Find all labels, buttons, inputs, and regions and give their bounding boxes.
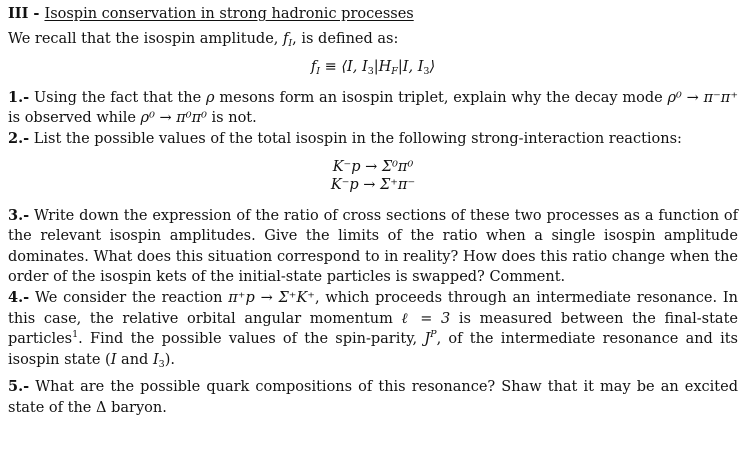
question-4-text-g: ). [164,351,175,368]
question-2-text: List the possible values of the total isospin in the following strong-interaction reactions: [29,130,682,147]
orbital-momentum: ℓ = 3 [401,310,451,327]
decay-mode-observed: ρ⁰ → π⁻π⁺ [667,89,738,106]
delta-symbol: Δ [96,399,107,416]
eq-i3b-sub: 3 [423,66,430,78]
question-1-text-b: mesons form an isospin triplet, explain why the decay mode [214,89,668,106]
question-3-text: Write down the expression of the ratio of cross sections of these two processes as a function of the relevant isospin amplitudes. Give the limits of the ratio when a single isospin amplitude dominates. What does this situation correspond to in reality? How does this ratio change when the order of the isospin kets of the initial-state particles is swapped? Comment. [8,207,738,286]
decay-mode-forbidden: ρ⁰ → π⁰π⁰ [140,110,207,127]
intro-paragraph [8,29,738,50]
isospin-symbol: I [110,351,117,368]
question-1 [8,88,738,129]
question-2-number: 2.- [8,129,30,147]
question-2 [8,129,738,150]
question-4 [8,288,738,370]
reaction-1: K⁻p → Σ⁰π⁰ [332,158,414,175]
question-3-number: 3.- [8,206,30,224]
eq-lhs: f [310,59,317,76]
question-5-number: 5.- [8,378,30,396]
question-3 [8,206,738,288]
intro-tail: , is defined as: [292,30,399,47]
amplitude-symbol: f [283,30,289,47]
isospin-3-subscript: 3 [158,358,165,370]
eq-part-2: |H [373,59,392,76]
spin-parity-symbol: J [424,331,431,348]
eq-h-sub: F [391,66,398,78]
section-heading [8,4,738,25]
amplitude-subscript: I [288,37,293,49]
question-1-text-c: is observed while [8,110,141,127]
eq-part-1: ≡ ⟨I, I [319,59,368,76]
question-1-text-d: is not. [206,110,257,127]
section-number: III - [8,5,45,22]
question-5-text-b: baryon. [106,399,167,416]
eq-close: ⟩ [429,59,436,76]
question-4-number: 4.- [8,288,30,306]
question-4-text-e: , of the intermediate resonance and its isospin state ( [8,331,738,368]
rho-symbol: ρ [206,89,215,106]
intro-lead: We recall that the isospin amplitude, [8,30,283,47]
question-4-text-a: We consider the reaction [29,289,229,306]
eq-lhs-sub: I [316,66,320,78]
question-1-text-a: Using the fact that the [29,89,207,106]
reactions-block [8,158,738,194]
section-title: Isospin conservation in strong hadronic processes [44,6,414,22]
question-4-text-d: . Find the possible values of the spin-parity, [78,331,425,348]
question-4-text-f: and [116,351,153,368]
question-1-number: 1.- [8,88,30,106]
amplitude-definition-equation [8,57,738,78]
question-4-text-b: , which proceeds through an intermediate resonance. In this case, the relative orbital angular momentum [8,289,738,327]
question-5 [8,377,738,418]
eq-part-3: |I, I [397,59,424,76]
isospin-3-symbol: I [152,351,159,368]
question-4-text-c: is measured between the final-state particles [8,310,738,348]
reaction-resonance: π⁺p → Σ⁺K⁺ [228,289,315,306]
question-5-text-a: What are the possible quark compositions of this resonance? Shaw that it may be an excited state of the [8,379,738,416]
footnote-marker[interactable]: 1 [72,329,79,341]
spin-parity-superscript: P [430,329,437,341]
eq-i3-sub: 3 [367,66,374,78]
reaction-2: K⁻p → Σ⁺π⁻ [330,176,416,193]
